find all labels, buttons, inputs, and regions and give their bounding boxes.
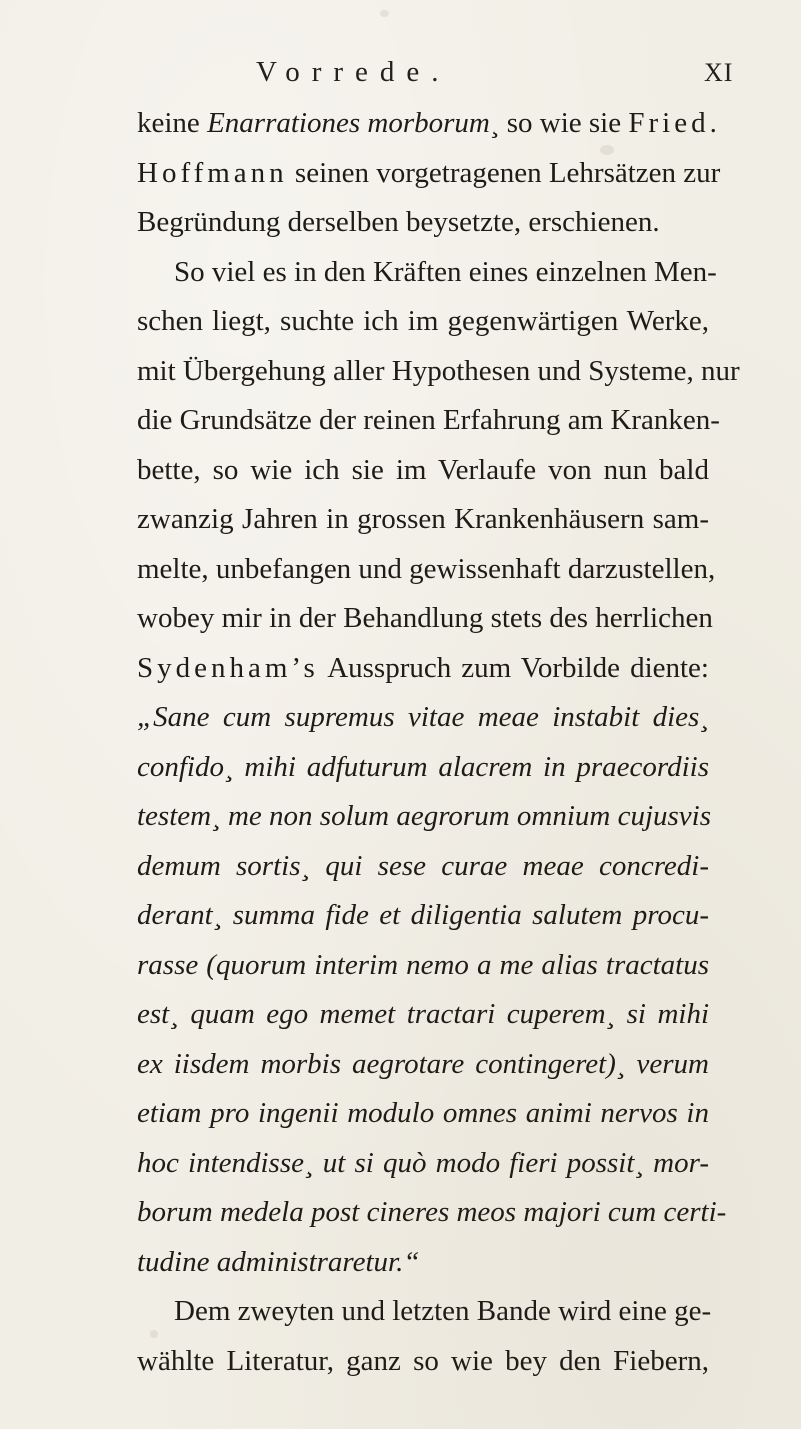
italic-text: derant¸ summa fide et diligentia salutem procu- [137, 899, 709, 931]
italic-text: „Sane cum supremus vitae meae instabit dies¸ [137, 701, 709, 733]
text-segment: wobey mir in der Behandlung stets des herrlichen [137, 602, 713, 634]
running-title: Vorrede. [256, 56, 451, 88]
text-segment: mit Übergehung aller Hypothesen und Systeme, nur [137, 354, 740, 387]
page-number: XI [704, 58, 734, 87]
text-line [137, 1332, 709, 1390]
text-segment: Begründung derselben beysetzte, erschienen. [137, 206, 660, 238]
italic-text: rasse (quorum interim nemo a me alias tractatus [137, 948, 709, 981]
italic-text: testem¸ me non solum aegrorum omnium cujusvis [137, 800, 712, 832]
text-segment: bette, so wie ich sie im Verlaufe von nun bald [137, 453, 709, 486]
text-segment: seinen vorgetragenen Lehrsätzen zur [287, 156, 721, 189]
spaced-name: Fried. [628, 107, 721, 139]
italic-text: borum medela post cineres meos majori cum certi- [137, 1196, 727, 1228]
italic-text: etiam pro ingenii modulo omnes animi nervos in [137, 1097, 709, 1129]
text-segment: keine [137, 107, 208, 139]
italic-text: est¸ quam ego memet tractari cuperem¸ si mihi [137, 998, 709, 1030]
italic-text: tudine administraretur.“ [137, 1245, 420, 1278]
text-segment: Ausspruch zum Vorbilde diente: [318, 651, 709, 684]
italic-text: Enarrationes morborum [207, 107, 490, 139]
text-segment: schen liegt, suchte ich im gegenwärtigen Werke, [137, 305, 709, 337]
italic-text: confido¸ mihi adfuturum alacrem in praecordiis [137, 750, 709, 783]
text-segment: die Grundsätze der reinen Erfahrung am Kranken- [137, 404, 720, 436]
spaced-name: Hoffmann [137, 156, 288, 189]
text-segment: melte, unbefangen und gewissenhaft darzustellen, [137, 552, 716, 585]
text-segment: So viel es in den Kräften eines einzelnen Men- [174, 255, 717, 288]
spaced-name: Sydenham’s [137, 651, 319, 684]
text-segment: Dem zweyten und letzten Bande wird eine ge- [174, 1295, 712, 1327]
text-segment: ¸ so wie sie [489, 107, 629, 139]
italic-text: demum sortis¸ qui sese curae meae concredi- [137, 849, 709, 882]
italic-text: hoc intendisse¸ ut si quò modo fieri possit¸ mor- [137, 1146, 709, 1179]
italic-text: ex iisdem morbis aegrotare contingeret)¸ verum [137, 1047, 709, 1080]
paper-stain [380, 10, 389, 17]
text-segment: wählte Literatur, ganz so wie bey den Fiebern, [137, 1344, 709, 1377]
text-segment: zwanzig Jahren in grossen Krankenhäusern sam- [137, 503, 709, 535]
